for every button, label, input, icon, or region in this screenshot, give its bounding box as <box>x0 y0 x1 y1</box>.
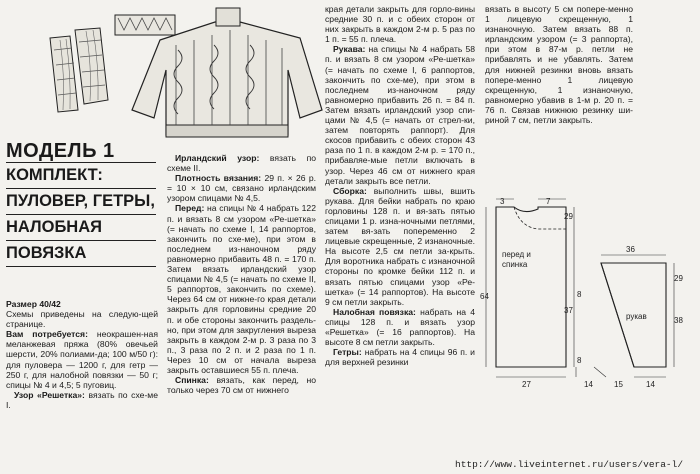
svg-text:29: 29 <box>564 212 573 221</box>
kit-title-line-2: ПУЛОВЕР, ГЕТРЫ, <box>6 188 156 214</box>
irish-pattern-label: Ирландский узор: <box>175 153 260 163</box>
irish-pattern-text: вязать по схеме II. <box>167 153 316 174</box>
column-3 <box>325 4 475 367</box>
gaiters-illustration <box>50 28 108 112</box>
materials-label: Вам потребуется: <box>6 329 88 340</box>
model-title: МОДЕЛЬ 1 <box>6 140 115 162</box>
svg-text:36: 36 <box>626 245 635 254</box>
gaiters-continued-text: вязать в высоту 5 см попере-менно 1 лицевую скрещенную, 1 изнаночную. Затем вязать 88 п. ирландским узором (= 3 раппорта), при этом в 87-м р. петли не прибавлять и не убавлять. Затем для нижней резинки вновь вязать попере-менно 1 лицевую скрещенную, 1 изнаночную, равномерно убавив в 1-м р. 20 п. = 76 п. Связав нижнюю резинку ши-риной 7 см, петли закрыть. <box>485 4 633 126</box>
density-label: Плотность вязания: <box>175 173 262 184</box>
svg-text:14: 14 <box>584 380 593 389</box>
size-label: Размер 40/42 <box>6 299 61 309</box>
svg-text:3: 3 <box>500 197 505 206</box>
headband-text: набрать на 4 спицы 128 п. и вязать узор «Решетка» (= 16 раппортов). На высоте 8 см петли закрыть. <box>325 306 475 348</box>
svg-text:27: 27 <box>522 380 531 389</box>
pattern-schematic <box>476 195 698 455</box>
materials-text: неокрашен-ная меланжевая пряжа (80% овечьей шерсти, 20% полиами-да; 100 м/50 г): для пуловера — 1200 г, для гетр — 250 г, для налобной повязки — 50 г; спицы № 4 и 4,5; 5 пуговиц. <box>6 329 158 390</box>
column-4 <box>485 4 633 125</box>
heading-block <box>6 140 156 267</box>
assembly-label: Сборка: <box>333 185 367 196</box>
front-back-outline <box>496 207 566 367</box>
pattern-lattice-text: вязать по схе-ме I. <box>6 389 158 410</box>
svg-text:38: 38 <box>674 316 683 325</box>
svg-text:8: 8 <box>577 356 582 365</box>
kit-title-line-3: НАЛОБНАЯ <box>6 214 156 240</box>
svg-text:29: 29 <box>674 274 683 283</box>
gaiters-text: набрать на 4 спицы 96 п. и для верхней резинки <box>325 347 475 368</box>
gaiters-label: Гетры: <box>333 347 362 358</box>
sleeve-label: рукав <box>626 312 647 321</box>
headband-label: Налобная повязка: <box>333 306 416 317</box>
kit-title-line-1: КОМПЛЕКТ: <box>6 162 156 188</box>
back-text: вязать, как перед, но только через 70 см от нижнего <box>167 375 316 396</box>
kit-title-line-4: ПОВЯЗКА <box>6 240 156 267</box>
front-label: Перед: <box>175 203 205 214</box>
front-neck-dashed <box>514 207 566 229</box>
source-url: http://www.liveinternet.ru/users/vera-l/ <box>455 459 684 470</box>
svg-text:15: 15 <box>614 380 623 389</box>
pattern-lattice-label: Узор «Решетка»: <box>14 389 85 400</box>
front-text: на спицы № 4 набрать 122 п. и вязать 8 см узором «Ре-шетка» (= начать по схеме I, 14 раппортов, закончить по схе-ме), при этом в последнем из-наночном ряду равномерно прибавить 48 п. = 170 п. Затем вязать ирландский узор спицами № 4,5 (= начать по схеме II, 5 раппортов, закончить по схеме). Через 64 см от нижне-го края детали закрыть для горловины средние 20 п. и обе стороны закончить раздель-но, при этом для закругления выреза закрыть в каждом 2-м р. 3 раза по 3 п., 3 раза по 2 п. и 2 раза по 1 п. Через 10 см от начала выреза закрыть оставшиеся 55 п. плеча. <box>167 203 316 375</box>
svg-text:64: 64 <box>480 292 489 301</box>
assembly-text: выполнить швы, вшить рукава. Для бейки набрать по краю горловины 128 п. и вя-зать пятью спицами 1 р. изна-ночными петлями, затем вя-зать попеременно 2 лицевые скрещенные, 2 изнаночные. На высоте 2,5 см петли за-крыть. Для воротника набрать с изнаночной стороны по кромке бейки 112 п. и вязать пятью спицами узор «Ре-шетка» (= 14 раппортов). На высоте 9 см петли закрыть. <box>325 185 476 307</box>
back-label: Спинка: <box>175 375 209 386</box>
schemes-note: Схемы приведены на следую-щей странице. <box>6 309 158 330</box>
density-text: 29 п. × 26 р. = 10 × 10 см, связано ирландским узором спицами № 4,5. <box>167 173 316 204</box>
back-continued-text: края детали закрыть для горло-вины средние 30 п. и с обеих сторон от них закрыть в каждом 2-м р. 5 раз по 1 п. = 55 п. плеча. <box>325 4 475 45</box>
headband-illustration <box>115 15 175 35</box>
svg-text:37: 37 <box>564 306 573 315</box>
column-2 <box>167 153 316 395</box>
sleeves-text: на спицы № 4 набрать 58 п. и вязать 8 см узором «Ре-шетка» (= начать по схеме I, 6 раппортов, закончить по схе-ме), при этом в последнем из-наночном ряду равномерно прибавить 26 п. = 84 п. Затем вязать ирландский узор спи-цами № 4,5 (= начать от стрел-ки, затем повторять раппорт). Для скосов прибавить с обеих сторон 43 раза по 1 п. в каждом 2-м р. = 170 п., прибавляе-мые петли включать в узор. Через 46 см от нижнего края детали закрыть все петли. <box>325 44 475 186</box>
sleeves-label: Рукава: <box>333 44 366 55</box>
svg-text:14: 14 <box>646 380 655 389</box>
svg-text:8: 8 <box>577 290 582 299</box>
garment-illustration <box>0 0 330 150</box>
column-1 <box>6 299 158 410</box>
front-back-label-2: спинка <box>502 260 528 269</box>
svg-text:7: 7 <box>546 197 551 206</box>
front-back-label-1: перед и <box>502 250 531 259</box>
